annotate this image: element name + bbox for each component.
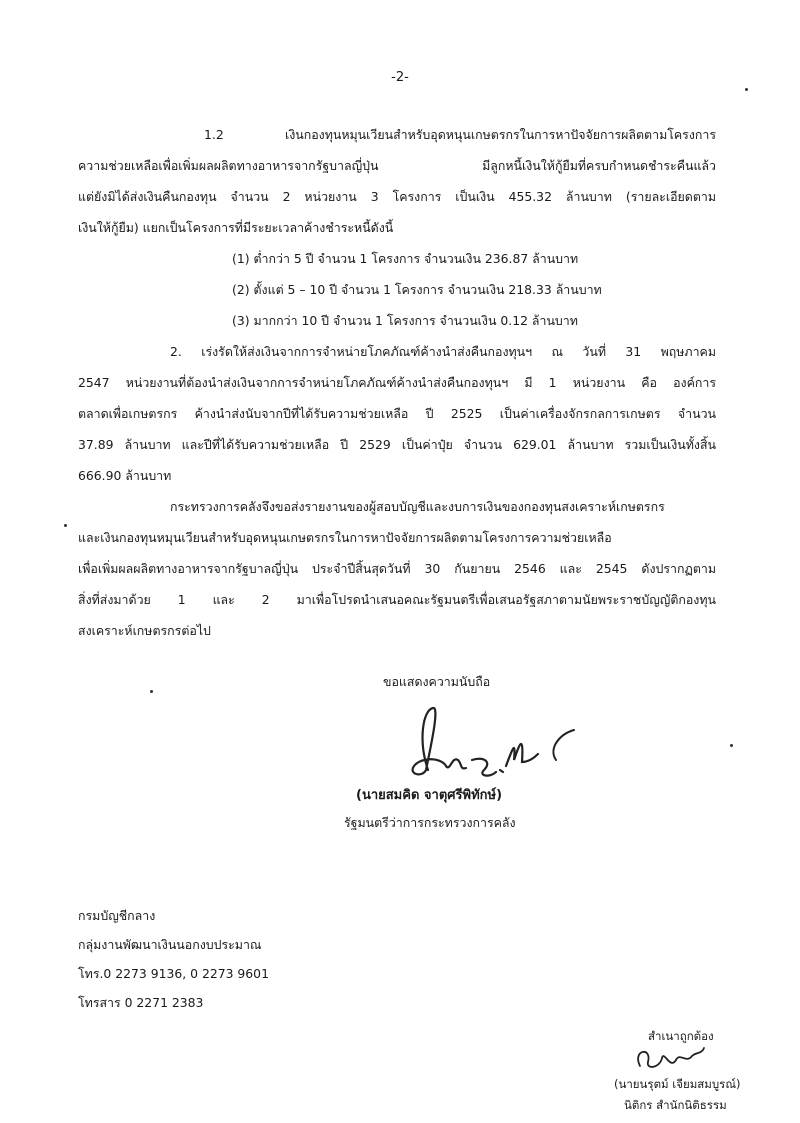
certifier-signature (630, 1040, 710, 1076)
section-1-2-line-2: ความช่วยเหลือเพื่อเพิ่มผลผลิตทางอาหารจากรัฐบาลญี่ปุ่น มีลูกหนี้เงินให้กู้ยืมที่ครบกำหนดชำระคืนแล้ว (78, 158, 716, 173)
certifier-position: นิติกร สำนักนิติธรรม (624, 1098, 727, 1112)
certifier-name: (นายนรุตม์ เจียมสมบูรณ์) (614, 1077, 741, 1091)
phone-number: โทร.0 2273 9136, 0 2273 9601 (78, 966, 269, 981)
salutation: ขอแสดงความนับถือ (383, 674, 491, 689)
section-2-line-4: 37.89 ล้านบาท และปีที่ได้รับความช่วยเหลือ ปี 2529 เป็นค่าปุ๋ย จำนวน 629.01 ล้านบาท รวมเป็นเงินทั้งสิ้น (78, 437, 716, 452)
scan-speck (64, 524, 67, 527)
minister-name: (นายสมคิด จาตุศรีพิทักษ์) (356, 788, 503, 803)
closing-line-4: สิ่งที่ส่งมาด้วย 1 และ 2 มาเพื่อโปรดนำเสนอคณะรัฐมนตรีเพื่อเสนอรัฐสภาตามนัยพระราชบัญญัติกองทุน (78, 592, 716, 607)
section-2-line-1: 2. เร่งรัดให้ส่งเงินจากการจำหน่ายโภคภัณฑ์ค้างนำส่งคืนกองทุนฯ ณ วันที่ 31 พฤษภาคม (170, 344, 716, 359)
closing-line-2: และเงินกองทุนหมุนเวียนสำหรับอุดหนุนเกษตรกรในการหาปัจจัยการผลิตตามโครงการความช่วยเหลือ (78, 530, 612, 545)
closing-line-5: สงเคราะห์เกษตรกรต่อไป (78, 623, 211, 638)
scan-speck (150, 690, 153, 693)
list-item: (3) มากกว่า 10 ปี จำนวน 1 โครงการ จำนวนเงิน 0.12 ล้านบาท (232, 313, 578, 328)
fax-number: โทรสาร 0 2271 2383 (78, 995, 204, 1010)
scan-speck (745, 88, 748, 91)
department: กรมบัญชีกลาง (78, 908, 156, 923)
section-2-line-5: 666.90 ล้านบาท (78, 468, 172, 483)
section-2-line-3: ตลาดเพื่อเกษตรกร ค้างนำส่งนับจากปีที่ได้รับความช่วยเหลือ ปี 2525 เป็นค่าเครื่องจักรกลการเกษตร จำนวน (78, 406, 716, 421)
list-item: (1) ต่ำกว่า 5 ปี จำนวน 1 โครงการ จำนวนเงิน 236.87 ล้านบาท (232, 251, 579, 266)
closing-line-1: กระทรวงการคลังจึงขอส่งรายงานของผู้สอบบัญชีและงบการเงินของกองทุนสงเคราะห์เกษตรกร (170, 499, 665, 514)
section-1-2-line-3: แต่ยังมิได้ส่งเงินคืนกองทุน จำนวน 2 หน่วยงาน 3 โครงการ เป็นเงิน 455.32 ล้านบาท (รายละเอียดตาม (78, 189, 716, 204)
list-item: (2) ตั้งแต่ 5 – 10 ปี จำนวน 1 โครงการ จำนวนเงิน 218.33 ล้านบาท (232, 282, 602, 297)
scan-speck (730, 744, 733, 747)
certification-label: สำเนาถูกต้อง (648, 1029, 714, 1043)
closing-line-3: เพื่อเพิ่มผลผลิตทางอาหารจากรัฐบาลญี่ปุ่น ประจำปีสิ้นสุดวันที่ 30 กันยายน 2546 และ 2545 ดังปรากฏตาม (78, 561, 716, 576)
section-2-line-2: 2547 หน่วยงานที่ต้องนำส่งเงินจากการจำหน่ายโภคภัณฑ์ค้างนำส่งคืนกองทุนฯ มี 1 หน่วยงาน คือ องค์การ (78, 375, 716, 390)
section-1-2-line-4: เงินให้กู้ยืม) แยกเป็นโครงการที่มีระยะเวลาค้างชำระหนี้ดังนี้ (78, 220, 394, 235)
page-number: -2- (391, 70, 409, 85)
minister-signature (388, 700, 588, 790)
minister-position: รัฐมนตรีว่าการกระทรวงการคลัง (344, 815, 516, 830)
section-1-2-line-1: 1.2 เงินกองทุนหมุนเวียนสำหรับอุดหนุนเกษตรกรในการหาปัจจัยการผลิตตามโครงการ (204, 127, 716, 142)
division: กลุ่มงานพัฒนาเงินนอกงบประมาณ (78, 937, 262, 952)
